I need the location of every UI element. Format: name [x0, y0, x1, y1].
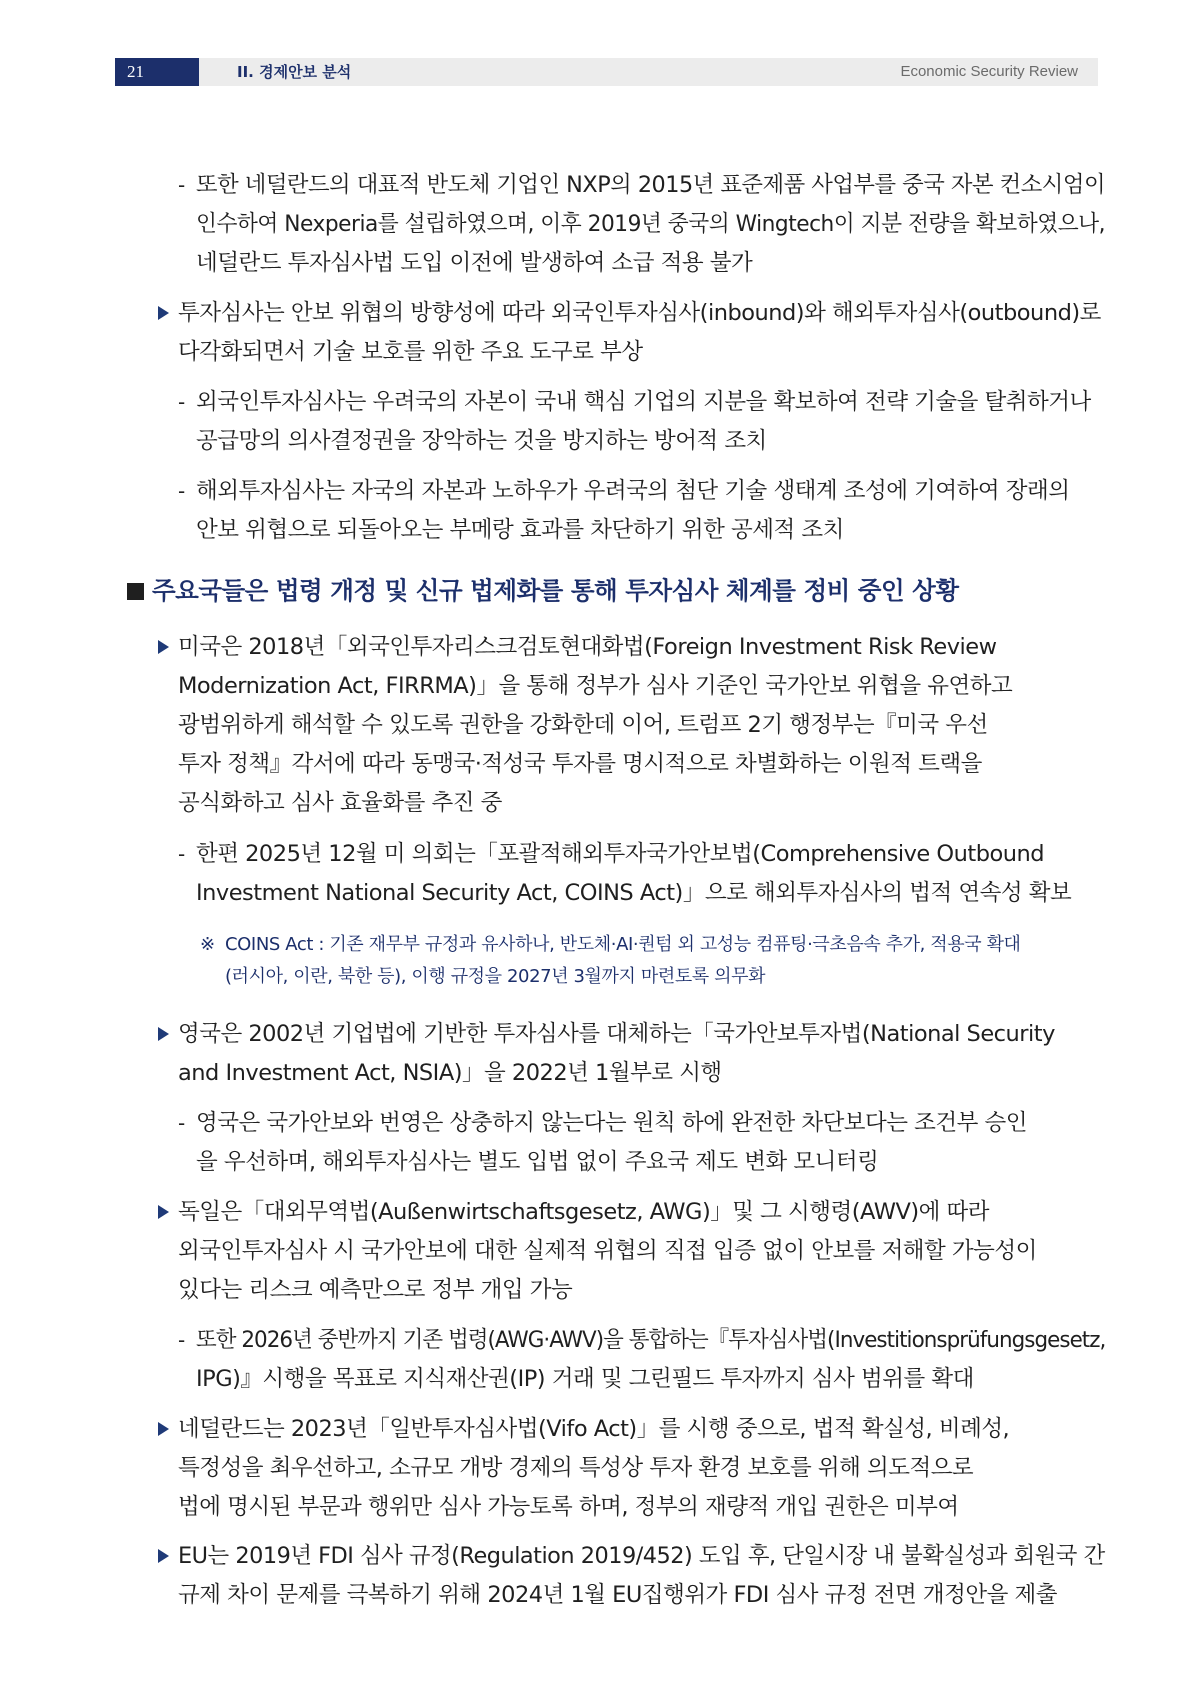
text-line: Investment National Security Act, COINS Act)」으로 해외투자심사의 법적 연속성 확보 [196, 880, 1072, 906]
page-number: 21 [115, 58, 199, 86]
dash-marker: - [178, 1328, 186, 1352]
text-line: 안보 위협으로 되돌아오는 부메랑 효과를 차단하기 위한 공세적 조치 [196, 517, 844, 543]
text-line: 또한 2026년 중반까지 기존 법령(AWG·AWV)을 통합하는『투자심사법(Investitionsprüfungsgesetz, [196, 1327, 1106, 1353]
dash-marker: - [178, 479, 186, 503]
text-line: 특정성을 최우선하고, 소규모 개방 경제의 특성상 투자 환경 보호를 위해 의도적으로 [178, 1455, 974, 1481]
text-line: 해외투자심사는 자국의 자본과 노하우가 우려국의 첨단 기술 생태계 조성에 기여하여 장래의 [196, 478, 1070, 504]
text-line: 투자 정책』각서에 따라 동맹국·적성국 투자를 명시적으로 차별화하는 이원적 트랙을 [178, 751, 982, 777]
text-line: 영국은 2002년 기업법에 기반한 투자심사를 대체하는「국가안보투자법(National Security [178, 1021, 1055, 1047]
text-line: 한편 2025년 12월 미 의회는「포괄적해외투자국가안보법(Comprehensive Outbound [196, 841, 1045, 867]
text-line: 또한 네덜란드의 대표적 반도체 기업인 NXP의 2015년 표준제품 사업부를 중국 자본 컨소시엄이 [196, 172, 1106, 198]
dash-marker: - [178, 842, 186, 866]
square-bullet-icon [127, 583, 144, 600]
triangle-bullet-icon [158, 640, 169, 654]
text-line: Modernization Act, FIRRMA)」을 통해 정부가 심사 기준인 국가안보 위협을 유연하고 [178, 673, 1013, 699]
triangle-bullet-icon [158, 1027, 169, 1041]
note-marker: ※ [200, 934, 215, 955]
text-line: 영국은 국가안보와 번영은 상충하지 않는다는 원칙 하에 완전한 차단보다는 조건부 승인 [196, 1110, 1027, 1136]
text-line: 있다는 리스크 예측만으로 정부 개입 가능 [178, 1277, 573, 1303]
triangle-bullet-icon [158, 1549, 169, 1563]
text-line: 법에 명시된 부문과 행위만 심사 가능토록 하며, 정부의 재량적 개입 권한은 미부여 [178, 1494, 959, 1520]
chapter-title: II. 경제안보 분석 [237, 63, 352, 81]
note-line: (러시아, 이란, 북한 등), 이행 규정을 2027년 3월까지 마련토록 의무화 [225, 966, 766, 987]
dash-marker: - [178, 173, 186, 197]
dash-marker: - [178, 1111, 186, 1135]
text-line: 공식화하고 심사 효율화를 추진 중 [178, 790, 502, 816]
triangle-bullet-icon [158, 1205, 169, 1219]
text-line: 외국인투자심사는 우려국의 자본이 국내 핵심 기업의 지분을 확보하여 전략 기술을 탈취하거나 [196, 389, 1091, 415]
text-line: EU는 2019년 FDI 심사 규정(Regulation 2019/452) 도입 후, 단일시장 내 불확실성과 회원국 간 [178, 1543, 1105, 1569]
text-line: 공급망의 의사결정권을 장악하는 것을 방지하는 방어적 조치 [196, 428, 767, 454]
text-line: IPG)』시행을 목표로 지식재산권(IP) 거래 및 그린필드 투자까지 심사 범위를 확대 [196, 1366, 974, 1392]
page-header [115, 58, 1098, 86]
journal-name: Economic Security Review [900, 63, 1078, 80]
text-line: 미국은 2018년「외국인투자리스크검토현대화법(Foreign Investment Risk Review [178, 634, 997, 660]
triangle-bullet-icon [158, 1422, 169, 1436]
text-line: 네덜란드 투자심사법 도입 이전에 발생하여 소급 적용 불가 [196, 250, 753, 276]
text-line: 광범위하게 해석할 수 있도록 권한을 강화한데 이어, 트럼프 2기 행정부는『미국 우선 [178, 712, 988, 738]
note-line: COINS Act : 기존 재무부 규정과 유사하나, 반도체·AI·퀀텀 외 고성능 컴퓨팅·극초음속 추가, 적용국 확대 [225, 934, 1021, 955]
text-line: 다각화되면서 기술 보호를 위한 주요 도구로 부상 [178, 339, 643, 365]
text-line: 투자심사는 안보 위협의 방향성에 따라 외국인투자심사(inbound)와 해외투자심사(outbound)로 [178, 300, 1101, 326]
dash-marker: - [178, 390, 186, 414]
section-heading: 주요국들은 법령 개정 및 신규 법제화를 통해 투자심사 체계를 정비 중인 상황 [152, 576, 959, 605]
text-line: 을 우선하며, 해외투자심사는 별도 입법 없이 주요국 제도 변화 모니터링 [196, 1149, 879, 1175]
text-line: 인수하여 Nexperia를 설립하였으며, 이후 2019년 중국의 Wingtech이 지분 전량을 확보하였으나, [196, 211, 1106, 237]
text-line: 독일은「대외무역법(Außenwirtschaftsgesetz, AWG)」및 그 시행령(AWV)에 따라 [178, 1199, 989, 1225]
triangle-bullet-icon [158, 306, 169, 320]
text-line: 규제 차이 문제를 극복하기 위해 2024년 1월 EU집행위가 FDI 심사 규정 전면 개정안을 제출 [178, 1582, 1057, 1608]
text-line: and Investment Act, NSIA)」을 2022년 1월부로 시행 [178, 1060, 722, 1086]
text-line: 네덜란드는 2023년「일반투자심사법(Vifo Act)」를 시행 중으로, 법적 확실성, 비례성, [178, 1416, 1010, 1442]
text-line: 외국인투자심사 시 국가안보에 대한 실제적 위협의 직접 입증 없이 안보를 저해할 가능성이 [178, 1238, 1037, 1264]
